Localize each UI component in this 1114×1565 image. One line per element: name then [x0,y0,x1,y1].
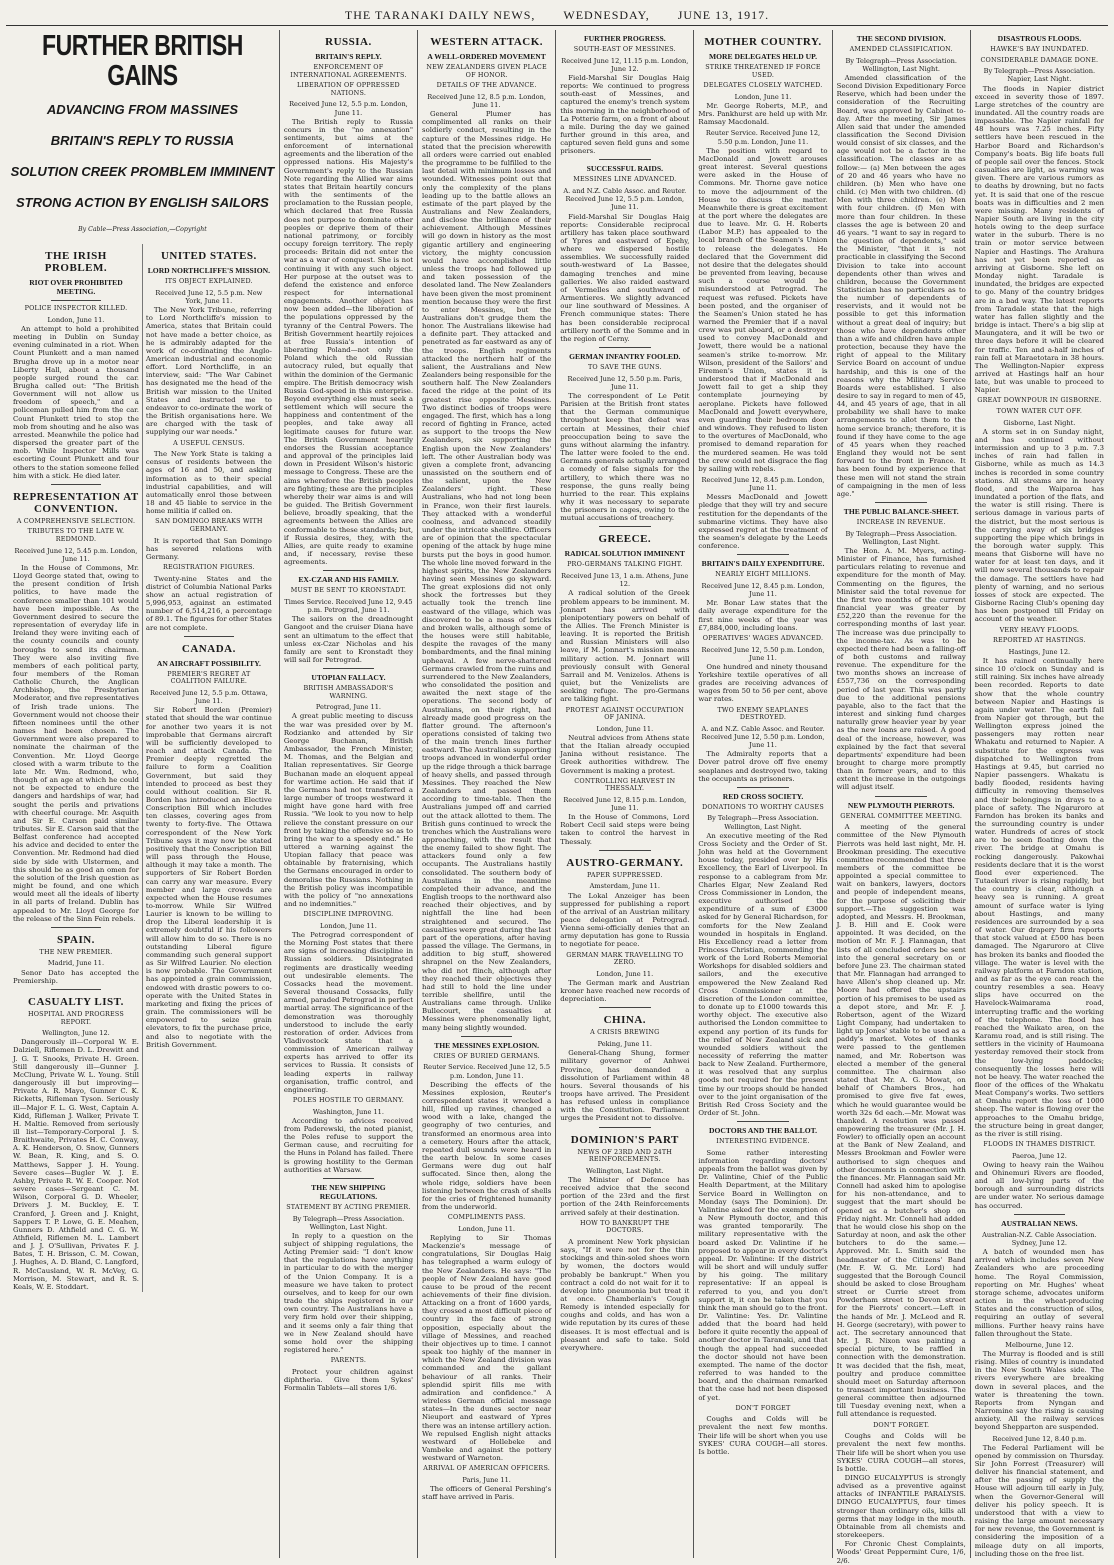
parents-body: Protect your children against diphtheria. Give them Sykes' Formalin Tablets—all stores 1/6. [283,1367,414,1393]
china-title: CHINA. [603,1014,647,1027]
thames-body: Owing to heavy rain the Waihou and Ohinemuri Rivers are flooded, and all low-lying parts of the borough and surrounding districts are under water. No serious damage has occurred. [974,1160,1104,1210]
hastings-sub: VERY HEAVY FLOODS. [999,625,1080,634]
greece-dateline: Received June 13, 1 a.m. Athens, June 12. [561,572,689,589]
united-sub4: SAN DOMINGO BREAKS WITH GERMANY. [155,517,263,533]
excza-title: EX-CZAR AND HIS FAMILY. [298,575,399,585]
doctorsballot-title: DOCTORS AND THE BALLOT. [708,1126,818,1136]
austro-dateline: Amsterdam, June 11. [589,882,660,891]
operatives-dateline: Received June 12, 5.50 p.m. London, June 11. [701,645,825,662]
utopian-body: A great public meeting to discuss the war was presided over by M. Rodzianko and attended by Sir George Buchanan, British Ambassador, the French Minister, M. Thomas, and the Belgian and Italian representatives. Sir George Buchanan made an eloquent appeal for wartime action. He said that if the Germans had not transferred a large number of troops westward it might have gone hard with free Russia. "We look to you now to help relieve the constant pressure on our front by taking the offensive so as to bring the war to a speedy end." He uttered a warning against the Utopian fallacy that peace was obtainable by fraternising, which the Germans encouraged in order to demoralise the Russians. Nothing in the British policy was incompatible with the policy of "no annexations and no indemnities." [283,712,414,909]
spain-body: Senor Dato has accepted the Premiership. [13,968,139,985]
balance-title: THE PUBLIC BALANCE-SHEET. [843,507,959,517]
dominion-dateline: Wellington, Last Night. [586,1166,664,1175]
progress-sub: SOUTH-EAST OF MESSINES. [573,45,676,53]
poles-body: According to advices received from Paderewski, the noted pianist, the Poles refuse to support the German cause, and recruiting for the Huns in Poland has failed. There is growing hostility to the German authorities at Warsaw. [283,1116,414,1174]
second-body: Amended classification of the Second Division Expeditionary Force Reserve, which had been under the consideration of the Recruiting Board, was approved by Cabinet to-day. After the meeting, Sir James Allen said that under the amended classification the Second Division would consist of six classes, and the age would not be a factor in the classification. The classes are as follow:— (a) Men between the ages of 20 and 46 years who have no children. (b) Men who have one child. (c) Men with two children. (d) Men with three children. (e) Men with four children. (f) Men with more than four children. In these classes the age is between 20 and 46 years. "I want to say in regard to the question of dependents," said the Minister, "that it is not practicable in classifying the Second Division to take into account dependents other than wives and children, because the Government Statistician has no particulars as to the number of dependents of reservists, and it would not be possible to get this information without a great deal of inquiry; but those who have dependents other than a wife and children have ample protection, because they have the right of appeal to the Military Service Board on account of undue hardship, and this is one of the reasons why the Military Service Boards were established. I also desire to say in regard to men of 45, 44, and 45 years of age, that in all probability we shall have to make arrangements to allot them to the home service branch; therefore, it is found if they have come to the age of 45 years when they reached England they would not be sent forward to the front in France. It has been found by experience that these men will not stand the strain of campaigning in the men of less age." [836,73,966,498]
floods-dateline2: Gisborne, Last Night. [1003,418,1076,427]
mother-body3: Messrs MacDonald and Jowett pledge that they will try and secure restitution for the dependants of the submarine victims. They have also expressed regret at the treatment of the seamen's delegate by the Leeds conference. [698,493,828,551]
united-body4: Twenty-nine States and the district of Columbia National Parks show an actual registration of 5,996,953, against an estimated number of 6,514,216, a percentage of 89.1. The figures for other States are not complete. [145,574,272,632]
pierrots-ad: Coughs and Colds will be prevalent the next few months. Their life will be short when you use SYKES' CURA COUGH—all stores, Is bottle. [836,1432,966,1473]
operatives-sub: OPERATIVES' WAGES ADVANCED. [702,633,824,642]
china-sub: A CRISIS BREWING [590,1028,660,1037]
australian-body: A batch of wounded men has arrived which includes seven New Zealanders who are proceeding home. The Royal Commission, reporting on Mr. Hughes' wheat storage scheme, advocates uniform action in the wheat-producing States and the construction of silos, requiring an outlay of several millions. Further heavy rains have fallen throughout the State. [974,1248,1104,1338]
expenditure-sub: NEARLY EIGHT MILLIONS. [715,570,811,579]
floods-sub3: GREAT DOWNPOUR IN GISBORNE. [977,396,1102,405]
fooled-body: The correspondent of Le Petit Parisien at the British front states that the German communique throughout keep that defeat was certain at Messines, their chief preoccupation being to save the guns without alarming the infantry. The latter were fooled to the end. Germans generals actually arranged a comedy of false signals for the artillery, to which there was no response, the guns really being hurried to the rear. This explains why it was necessary to separate the prisoners in cages, owing to the mutual accusations of treachery. [560,391,690,523]
australian-dateline: Australian-N.Z. Cable Association. Sydney, June 12. [982,1230,1097,1247]
seaplanes-sub: TWO ENEMY SEAPLANES DESTROYED. [717,705,809,722]
thames-sub: FLOODS IN THAMES DISTRICT. [983,1140,1096,1149]
australian-body3: The Federal Parliament will be opened by commission on Thursday. Sir John Forrest (Treasurer) will deliver his financial statement, and after the passing of supply the House will adjourn till early in July, when the Governor-General will deliver his policy speech. It is understood that with a view to raising the large amount necessary for new revenue, the Government is considering the imposition of a mileage duty on all imports, including those on the free list. [974,1443,1104,1558]
united-sub5: REGISTRATION FIGURES. [162,563,255,572]
column-russia [280,30,418,1558]
fooled-dateline: Received June 12, 5.50 p.m. Paris, June 11. [567,374,683,391]
explosion-sub: CRIES OF BURIED GERMANS. [433,1051,540,1060]
western-dateline: Received June 12, 8.5 p.m. London, June 11. [427,92,546,109]
austro-body2: The German mark and Austrian kroner have reached new records of depreciation. [560,978,690,1004]
floods-body2: A storm set in on Sunday night, and has continued without intermission and up to 3 p.m. 7.3 inches of rain had fallen in Gisborne, while as much as 14.3 inches is recorded in some country stations. All streams are in heavy flood, and the Waiparoa has inundated a portion of the flats, and the water is still rising. There is serious damage in various parts of the district, but the most serious is the carrying away of six bridges supporting the pipe which brings in the borough water supply. This means that Gisborne will have no water for at least ten days, and it will now several thousands to repair the damage. The settlers have had plenty of warning, and no serious losses of stock are expected. The Gisborne Racing Club's opening day has been postponed till Friday on account of the weather. [974,427,1104,624]
expenditure-title: BRITAIN'S DAILY EXPENDITURE. [701,559,825,569]
doctorsballot-sub: INTERESTING EVIDENCE. [716,1137,810,1146]
representation-sub: A COMPREHENSIVE SELECTION. [16,516,136,525]
australian-title: AUSTRALIAN NEWS. [1001,1218,1078,1228]
american-sub: ARRIVAL OF AMERICAN OFFICERS. [423,1464,551,1473]
australian-dateline3: Received June 12, 8.40 p.m. [992,1434,1087,1443]
greece-sub4: CONTROLLING HARVEST IN THESSALY. [574,776,676,793]
utopian-sub: BRITISH AMBASSADOR'S WARNING. [303,684,394,700]
canada-body: Sir Robert Borden (Premier) stated that should the war continue for another two years it is not improbable that Germans aircraft will be sufficiently developed to reach and attack Canada. The Premier deeply regretted the failure to form a Coalition Government, but said they intended to proceed as best they could without coalition. Sir R. Borden has introduced an Elective Conscription Bill which includes ten classes, covering ages from twenty to forty-five. The Ottawa correspondent of the New York Tribune says it may now be stated positively that the Conscription Bill will pass through the House, although it may take a month. The supporters of Sir Robert Borden can carry any war measure. Every member and large crowds are expected when the House resumes to-morrow. While Sir Wilfred Laurier is known to be willing to drop the Liberal leadership it is extremely doubtful if his followers will allow him to do so. There is no outstanding Liberal figure commanding such general support as Sir Wilfred Laurier. No election is now probable. The Government has appointed a grain commission, endowed with drastic powers to co-operate with the United States in marketing and fixing the prices of grain. The commissioners will be empowered to seize grain elevators, to fix the purchase price, and also to negotiate with the British Government. [145,706,272,1049]
united-sub: LORD NORTHCLIFFE'S MISSION. [147,266,271,276]
greece-dateline2: London, June 11. [596,724,654,733]
headline-britain-reply: BRITAIN'S REPLY TO RUSSIA [50,133,235,148]
american-body: The officers of General Pershing's staff have arrived in Paris. [422,1485,552,1502]
spain-dateline: Madrid, June 11. [47,959,105,968]
mother-dateline: London, June 11. [734,92,792,101]
mother-body: Mr. George Roberts, M.P., and Mrs. Pankhurst are held up with Mr. Ramsay Macdonald. [698,101,828,127]
china-body: General-Chang Shung, former military governor of Anhwei Province, has demanded a dissolution of Parliament within 48 hours. Several thousands of his troops have arrived. The President has refused unless in compliance with the Constitution. Parliament urges the President not to dissolve. [560,1049,690,1123]
compliments-dateline: London, June 11. [458,1224,516,1233]
casualty-body: Dangerously ill—Corporal W. E. Dalziell, Riflemen D. L. Drewitt and J. G. T. Snooks, Private H. Green. Still dangerously ill—Gunner J. McClung, Private W. L. Young. Still dangerously ill but improving—Private A. R. Mayo, Gunner C. K. Ricketts, Rifleman Tyson. Seriously ill—Major F. L. G. West, Captain A. Kidd, Rifleman J. Walker, Private T. H. Maltie. Removed from seriously ill list—Temporary-Corporal J. S. Braithwaite, Privates H. C. Conway, A. K. Henderson, O. Snow, Gunners W. Bean, R. King, and S. O. Matthews, Sapper J. H. Young. Severe cases—Bugler W. J. E. Ashby, Private R. W. E. Cooper. Not severe cases—Sergeant C. M. Wilson, Corporal G. D. Wheeler, Drivers J. M. Buckley, E. T. Cranford, J. Green and J. Knight, Sappers T. P. Lowe, G. E. Meahen, Gunners D. Athfield and C. G. W. Athfield, Riflemen M. L. Lambert and J. J. O'Sullivan, Privates F. J. Bates, T. H. Brisson, C. M. Cowan, J. Hughes, A. D. Bland, C. Langford, R. McCausland, W. R. McVey, G. Morrison, M. Stewart, and R. S. Keals, W. E. Stoddart. [13,1038,139,1291]
canada-sub2: PREMIER'S REGRET AT COALITION FAILURE. [167,669,251,686]
headline-english-sailors: STRONG ACTION BY ENGLISH SAILORS [16,195,269,210]
doctorsballot-body: Some rather interesting information regarding doctors' appeals from the ballot was given by Dr. Valintine, Chief of the Public Health Department, at the Military Service Board in Wellington on Monday (says The Dominion). Dr. Valintine asked for the exemption of a New Plymouth doctor, and this was granted temporarily. The military representative with the board asked Dr. Valintine if he proposed to appear in every doctor's appeal. Dr. Valintine: If the district will be short and will unduly suffer by his going. The military representative: If an appeal is referred to you, and you don't support it, it can be taken that you think the man should go to the front. Dr. Valintine: Yes. Dr. Valintine added that the board had held before it quite recently the appeal of another doctor in Taranaki, and that though the appeal had succeeded the doctor should not have been exempted. The name of the doctor referred to was handed to the board, and the chairman remarked that the case had not been disposed of yet. [698,1148,828,1402]
australian-dateline2: Melbourne, June 12. [1005,1340,1074,1349]
western-sub2: NEW ZEALANDERS GIVEN PLACE OF HONOR. [426,63,547,79]
expenditure-body: Mr. Bonar Law states that the daily average expenditure for the first nine weeks of the year was £7,884,000, including loans. [698,599,828,632]
greece-body: A radical solution of the Greek problem appears to be imminent. M. Jonnart has arrived with plenipotentiary powers on behalf of the Allies. The French Minister is leaving. It is reported the British and Russian Ministers will also leave, if M. Jonnart's mission means military action. M. Jonnart will previously consult with General Sarrail and M. Venizelos. Athens is quiet, but the Venizelists are seeking refuge. The pro-Germans are talking fight. [560,589,690,704]
redcross-sub: DONATIONS TO WORTHY CAUSES [702,802,824,811]
western-title: WESTERN ATTACK. [430,36,544,48]
united-sub2: ITS OBJECT EXPLAINED. [164,277,253,286]
explosion-body: Describing the effects of the Messines explosion, Reuter's correspondent states it wrecked a hill, filled up ravines, changed a wood with a lake, changed the geography of two centuries, and transformed an enormous area into a cemetery. Hours after the attack, repeated dull sounds were heard in the earth below. In some cases Germans were dug out half suffocated. Since then, along the whole ridge, soldiers have been listening between the crash of shells for the cries of frightened humanity from the underworld. [422,1080,552,1211]
irish-title: THE IRISH PROBLEM. [44,250,108,275]
poles-dateline: Washington, June 11. [312,1107,384,1116]
australian-body2: The Murray is flooded and is still rising. Miles of country is inundated in the New South Wales side. The rivers everywhere are breaking down in several places, and the water is threatening the town. Reports from Nyngan and Narromine say the rising is causing anxiety. All the railway services beyond Shepparton are suspended. [974,1349,1104,1432]
spain-sub: THE NEW PREMIER. [39,947,113,956]
doctorsballot-ad: Coughs and Colds will be prevalent the next few months. Their life will be short when you use SYKES' CURA COUGH—all stores. Is bottle. [698,1415,828,1456]
irish-sub2: POLICE INSPECTOR KILLED. [24,304,128,313]
irish-sub: RIOT OVER PROHIBITED MEETING. [29,278,123,297]
shipping-dateline: By Telegraph—Press Association. Wellington, Last Night. [292,1214,405,1231]
united-title: UNITED STATES. [160,250,257,263]
american-dateline: Paris, June 11. [462,1475,511,1484]
excza-sub: MUST BE SENT TO KRONSTADT. [290,586,407,595]
russia-title: RUSSIA. [325,36,372,48]
greece-body2: Neutral advices from Athens state that the Italian already occupied Janina without resistance. The Greek authorities withdrew. The Government is making a protest. [560,733,690,775]
united-body: The New York Tribune, referring to Lord Northcliffe's mission to America, states that Britain could not have made a better choice, as he is admirably adapted for the work of co-ordinating the Anglo-American industrial and economic effort. Lord Northcliffe, in an interview, said: "The War Cabinet has designated me the head of the British war mission to the United States and instructed me to endeavor to co-ordinate the work of the British organisations here. We are charged with the task of supplying our war needs." [145,306,272,437]
raids-sub: MESSINES LINE ADVANCED. [573,175,677,184]
austro-dateline2: London, June 11. [596,969,654,978]
expenditure-dateline: Received June 12, 8.45 p.m. London, June 11. [701,581,825,599]
doctorsballot-ad-title: DON'T FORGET [735,1403,791,1412]
column-floods [971,30,1108,1558]
masthead [6,4,1108,26]
headline-greek-problem: SOLUTION CREEK PROMBLEM IMMINENT [10,164,275,179]
dominion-sub: NEWS OF 23RD AND 24TH REINFORCEMENTS. [577,1147,673,1164]
explosion-dateline: Reuter Service. Received June 12, 5.5 p.m. London, June 11. [423,1063,551,1080]
column-lead [6,30,280,1558]
raids-title: SUCCESSFUL RAIDS. [586,164,663,174]
spain-title: SPAIN. [56,933,95,946]
second-title: THE SECOND DIVISION. [856,34,946,43]
shipping-body: In reply to a question on the subject of shipping regulations, the Acting Premier said: "I don't know that the regulations have anything in particular to do with the merger of the Union Company. It is a measure we have taken to protect ourselves, and to keep for our own trade the ships registered in our own country. The Australians have a very firm hold over their shipping, and it seems only a fair thing that we in New Zealand should have some hold over the shipping registered here." [283,1231,414,1355]
balance-sub: INCREASE IN REVENUE. [856,518,946,527]
dominion-body: The Minister of Defence has received advice that the second portion of the 23rd and the first portion of the 24th Reinforcements arrived safely at their destination. [560,1175,690,1217]
canada-sub: AN AIRCRAFT POSSIBILITY. [156,658,261,668]
column-western [418,30,556,1558]
representation-sub2: TRIBUTES TO THE LATE W. REDMOND. [27,527,125,544]
pierrots-ad2: DINGO EUCALYPTUS is strongly advised as a preventive against attacks of INFANTILE PARALYSIS. DINGO EUCALYPTUS, four times stronger than ordinary oils, kills all germs that may lodge in the mouth. Obtainable from all chemists and storekeepers. [836,1474,966,1540]
progress-body: Field-Marshal Sir Douglas Haig reports: We continued to progress south-east of Messines, and captured the enemy's trench system this morning in the neighborhood of La Potterie farm, on a front of about a mile. During the day we gained further ground in this area, and captured seven field guns and some prisoners. [560,73,690,156]
floods-sub2: CONSIDERABLE DAMAGE DONE. [980,55,1099,64]
mother-sub2: STRIKE THREATENED IF FORCE USED. [705,63,821,79]
explosion-title: THE MESSINES EXPLOSION. [434,1040,540,1050]
austro-sub2: GERMAN MARK TRAVELLING TO ZERO. [566,950,684,967]
masthead-paper: THE TARANAKI DAILY NEWS, [344,8,536,22]
progress-title: FURTHER PROGRESS. [584,34,666,43]
pierrots-sub: GENERAL COMMITTEE MEETING. [840,811,963,820]
casualty-title: CASUALTY LIST. [28,995,124,1008]
hastings-body: It has rained continually here since 10 o'clock on Sunday and is still raining. Six inches have already been recorded. Reports to date show that the whole country between Napier and Hastings is again under water. The earth fall from Napier got through, but the Wellington express joined the passengers may rotten near Whakatu and returned to Napier. A substitute for the express was dispatched to Wellington from Hastings at 9.45, but carried no Napier passengers. Whakatu is badly flooded, residents having difficulty in removing themselves and their belongings in drays to a place of safety. The Ngaruroro at Farndon has broken its banks and the surrounding country is under water. Hundreds of acres of stock are to be seen floating down the river. The bridge at Omahu is rocking dangerously. Pakowhai residents declare that it is the worst flood ever experienced. The Tutaekuri river is rising rapidly, but the country is clear, although a heavy sea is running. A great amount of surface water is lying about Hastings, and many residences are surrounded by a sea of water. Our drapery firm reports that stock valued at £500 has been damaged. The Ngaruroro at Clive has broken its banks and flooded the village. The water is level with the railway platform at Farndon station, and as far as the eye can reach the country resembles a sea. Heavy slips have occurred on the Havelock-Waimarama road, interrupting traffic and the working of the telephone. The flood has reached the Waikato area, on the Karamu road, and is still rising. The settlers in the vicinity of Haumoana yesterday removed their stock from the low-lying paddocks; consequently the losses here will not be heavy. The water reached the floor of the offices of the Whakatu Meat Company's works. Two settlers at Omahu report the loss of 1000 sheep. The water is flowing over the approaches to the Omahu bridge, the structure being in great danger, as the river is still rising. [974,656,1104,1138]
floods-sub: HAWKE'S BAY INUNDATED. [990,45,1089,53]
raids-dateline: A. and N.Z. Cable Assoc. and Reuter. Received June 12, 5.5 p.m. London, June 11. [563,187,687,212]
shipping-sub: STATEMENT BY ACTING PREMIER. [286,1202,411,1211]
floods-sub4: TOWN WATER CUT OFF. [996,407,1083,416]
seaplanes-body: The Admiralty reports that a Dover patrol drove off five enemy seaplanes and destroyed two, taking the occupants as prisoners. [698,750,828,783]
representation-title: REPRESENTATION AT CONVENTION. [13,490,139,515]
column-progress [556,30,694,1558]
greece-title: GREECE. [598,533,652,546]
canada-dateline: Received June 12, 5.5 p.m. Ottawa, June 11. [149,688,268,706]
dominion-title: DOMINION'S PART [570,1133,679,1146]
representation-body: In the House of Commons, Mr. Lloyd George stated that, owing to the present condition of Irish politics, to have made the conference smaller than 101 would have been impossible. As the Government desired to secure the representation of everyday life in Ireland they were inviting each of the county councils and county boroughs to send its chairman. They were also inviting five members of each political party, four members of the Roman Catholic Church, the Anglican Archbishop, the Presbyterian Moderator, and five representatives of Irish trade unions. The Government would not choose their fifteen nominees until the other names had been chosen. The Government were also prepared to nominate the chairman of the Convention. Mr. Lloyd George closed with a warm tribute to the late Mr. Wm. Redmond, who, though of an age at which he could not be expected to endure the dangers and hardships of war, had sought the perils and privations with cheerful courage. Mr. Asquith and Sir E. Carson paid similar tributes. Sir E. Carson said that the Belfast conference had accepted his advice and decided to enter the Convention. Mr. Redmond had died side by side with Ulstermen, and this should be as good an omen for the solution of the Irish question as might be found, and one which would meet all the ideals of liberty in all parts of Ireland. Dublin has appealed to Mr. Lloyd George for the release of the Sinn Fein rebels. [13,563,139,923]
united-dateline: Received June 12, 5.5 p.m. New York, June 11. [155,288,263,305]
western-body: General Plumer has complimented all ranks on their soldierly conduct, resulting in the capture of the Messines ridge. He stated that the precision wherewith all orders were carried out enabled the programme to be fulfilled to the last detail with minimum losses and wounded. Witnesses point out that only the complexity of the plans leading up to the battle allows an estimate of the part played by the Australians and New Zealanders, and disclose the brilliance of their achievement. Although Messines will go down in history as the most gigantic artillery and engineering victory, the mighty concussion would have accomplished little unless the troops had followed up and taken possession of the desolated land. The New Zealanders have been given the most prominent mention because they were the first to enter Messines, but the Australians don't grudge them the honor. The Australians likewise had a definite part. They attacked and penetrated as far eastward as any of the troops. English regiments attacked the northern half of the salient, the Australians and New Zealanders being responsible for the southern half. The New Zealanders faced the ridge at the point of its greatest rise opposite Messines. Two distinct bodies of troops were engaged. The first, which has a long record of fighting in France, acted as support to the troops the New Zealanders, six supporting the English upon the New Zealanders' left. The other Australian body was given a complete front, advancing unassisted on the southern end of the salient, upon the New Zealanders' right. These Australians, who had not long been in France, won their first laurels. They attacked with a wonderful coolness, and advanced steadily under the intricate shellfire. Officers are of opinion that the spectacular opening of the attack by huge mine bursts put the boys in good humor. The whole line moved forward in the highest spirits, the New Zealanders having seen Messines go skyward. The great explosions did not only shock the fortresses but they actually took the trench line eastward of the village, which was discovered to be a mass of bricks and broken walls, although some of the houses were still habitable, despite the ravages of the many bombardments, and the final mining upheaval. A few nerve-shattered Germans crawled from the ruins and surrendered to the New Zealanders, who consolidated the position and awaited the next stage of the operations. The second body of Australians, on their right, had already made good progress on the flatter ground. The afternoon's operations consisted of taking two of the main trench lines further eastward. The Australian supporting troops advanced in wonderful order up the ridge through a thick barrage of heavy shells, and passed through Messines. They reached the New Zealanders and passed them according to time-table. Then the Australians jumped off and carried out the attack allotted to them. The British guns continued to wreck the trenches which the Australians were approaching, with the result that the enemy failed to show fight. The attackers found only a few occupants. The Australians hastily consolidated. The southern body of Australians in the meantime completed their advance, and the English troops to the northward also reached their objectives, and by nightfall the line had been straightened and secured. The casualties were great during the last part of the operations, after having passed the village. The Germans, in addition to big stuff, showered shrapnel on the New Zealanders, who did not flinch, although after they reached their objectives they had still to hold the line under terrible shellfire, until the Australians came through. Unlike Bullecourt, the casualties at Messines were phenomenally light, many being slightly wounded. [422,110,552,1032]
compliments-body: Replying to Sir Thomas Mackenzie's message of congratulations, Sir Douglas Haig has telegraphed a warm eulogy of the New Zealanders. He says: "The people of New Zealand have good cause to be proud of the recent achievements of their fine division. Attacking on a front of 1600 yards, they crossed a most difficult piece of country in the face of strong opposition, especially about the village of Messines, and reached their objectives up to time. I cannot speak too highly of the manner in which the New Zealand division was commanded and the gallant behaviour of all ranks. Their splendid spirit fills me with admiration and confidence." A wireless German official message states—In the dunes sector near Nieuport and eastward of Ypres there was an intense artillery action. We repulsed English night attacks westward of Hollebeke and Vambeke and against the pottery westward of Warneton. [422,1233,552,1463]
austro-title: AUSTRO-GERMANY. [566,856,684,869]
discipline-dateline: London, June 11. [320,921,377,930]
russia-body: The British reply to Russia concurs in the "no annexation" sentiments, but aims at the enforcement of international agreements and the liberation of the oppressed nations. His Majesty's Government's reply to the Russian Note regarding the Allied war aims states that Britain heartily concurs with the sentiments of the proclamation to the Russian people, which declared that free Russia does not purpose to dominate other peoples or deprive them of their national patrimony, or forcibly occupy foreign territory. The reply proceeds: Britain did not enter the war as a war of conquest. She is not continuing it with any such object. Her purpose at the outset was to defend the existence and enforce respect for international engagements. Another object has now been added—the liberation of the populations oppressed by the tyranny of the Central Powers. The British Government heartily rejoices at free Russia's intention of liberating Poland—not only the Poland which the old Russian autocracy ruled, but equally that within the dominion of the Germanic empire. The British democracy wish Russia God-speed in this enterprise. Beyond everything else must seek a settlement which will secure the happiness and contentment of the peoples, and take away all legitimate causes for future war. The British Government heartily endorses the Russian acceptance and approval of the principles laid down in President Wilson's historic message to Congress. These are the aims wherefore the British peoples are fighting; these are the principles whereby their war aims is and will be guided. The British Government believe, broadly speaking, that the agreements between the Allies are conformable to these standards; but, if Russia desires, they, with the Allies, are quite ready to examine and, if necessary, revise these agreements. [283,117,414,567]
compliments-sub: COMPLIMENTS PASS. [447,1213,526,1222]
pierrots-title: NEW PLYMOUTH PIERROTS. [847,800,955,810]
thames-dateline: Paeroa, June 12. [1011,1151,1067,1160]
excza-body: The sailors on the dreadnought Gangoot and the cruiser Diana have sent an ultimatum to the effect that unless ex-Czar Nicholas and his family are sent to Kronstadt they will sail for Petrograd. [283,615,414,664]
mother-sub3: DELEGATES CLOSELY WATCHED. [703,81,823,90]
cable-credit: By Cable—Press Association,—Copyright [78,226,207,233]
russia-sub3: LIBERATION OF OPPRESSED NATIONS. [296,81,400,97]
floods-body: The floods in Napier district exceed in severity those of 1897. Large stretches of the country are inundated. All the country roads are impassable. The Napier rainfall for 48 hours was 7.25 inches. Fifty settlers have been rescued in the Harbor Board and Richardson's Company's boats. Big life boats full of people sail over the fences. Stock casualties are light, as warning was given. There are various rumors as to deaths by drowning, but no facts yet. It is said that one of the rescue boats was in difficulties and 2 men were missing. Many residents of Napier South are living in the city hotels owing to the deep surface water in the suburb. There is no train or motor service between Napier and Hastings. The Arahura has not yet been reported as arriving at Gisborne. She left on Monday night. Taradale is inundated, the bridges are expected to go. Many of the country bridges are in a bad way. The latest reports from Taradale state that the high water has fallen slightly and the bridge is intact. There's a big slip at Maungatera, and it will be two or three days before it will be cleared for traffic. Ten and a-half inches of rain fell at Maraetotara in 38 hours. The Wellington-Napier express arrived at Hastings half an hour late, but was unable to proceed to Napier. [974,84,1104,395]
greece-body3: In the House of Commons, Lord Robert Cecil said steps were being taken to control the harvest in Thessaly. [560,813,690,846]
second-sub: AMENDED CLASSIFICATION. [849,45,953,53]
column-second-division [833,30,971,1565]
redcross-dateline: By Telegraph—Press Association. Wellington, Last Night. [707,814,819,831]
shipping-title: THE NEW SHIPPING REGULATIONS. [311,1182,386,1201]
parents-sub: PARENTS. [330,1356,367,1365]
masthead-day: WEDNESDAY, [563,8,650,22]
second-dateline: By Telegraph—Press Association. Wellington, Last Night. [845,56,957,73]
poles-sub: POLES HOSTILE TO GERMANY. [292,1096,404,1105]
pierrots-body: A meeting of the general committee of the New Plymouth Pierrots was held last night, Mr. H. Brookman presiding. The executive committee recommended that three members of the committee be appointed a special committee to wait on bankers, lawyers, doctors and people of independent means, for the purpose of soliciting their support.—The suggestion was adopted, and Messrs. H. Brookman, J. B. Hill and E. Cook were appointed. It was decided, on the motion of Mr. F. J. Flannagan, that lists of all concluded orders be sent into the general secretary on or before June 23. The chairman stated that Mr. Flannagan had arranged to have Allen's shop cleaned up. Mr. Moore had offered the upstairs portion of his premises to be used as a depot store, and Mr. F. J. Robertson, agent of the Wizard Light Company, had undertaken to light up Jones' stable to be used as a paddy's market. Votes of thanks were passed to the gentlemen named, and Mr. Robertson was elected a member of the general committee. The chairman also stated that Mr. A. G. Mowat, on behalf of Chambers Bros., had promised to give five fat ewes, which he would guarantee would be worth 32s 6d each.—Mr. Mowat was thanked. A resolution was passed empowering the treasurer (Mr. J. H. Fowler) to officially open an account at the Bank of New Zealand, and Messrs Brookman and Fowler were authorised to sign cheques and other documents in connection with the finances. Mr. Flannagan said Mr. Connell had asked him to apologise for his non-attendance, and to suggest that the mart should be opened as a butcher's shop on Friday night. Mr. Connell had added that he would close his shop on the Saturday at noon, and ask the other butchers to do the same.—Approved. Mr. L. Smith said the headmaster of the Citizens' Band (Mr. F. W. G. Mr. Lord) had suggested that the Borough Council should be asked to close Brougham street or Currie street from Powderham street to Devon street for the Pierrots' concert.—Left in the hands of Mr. J. McLeod and R. H. George (secretary), with power to act. The secretary announced that Mr. J. R. Nixon was painting a special picture, to be raffled in connection with the demonstration. It was decided that the fish, meat, poultry and produce committee should meet on Saturday afternoon to transact important business. The general committee then adjourned till Tuesday evening next, when a full attendance is requested. [836,823,966,1419]
western-sub3: DETAILS OF THE ADVANCE. [436,81,537,90]
mother-title: MOTHER COUNTRY. [704,36,822,48]
balance-body: The Hon. A. M. Myers, acting-Minister of Finance, has furnished particulars relating to revenue and expenditure for the month of May. Commenting on the figures, the Minister said the total revenue for the first two months of the current financial year was greater by £52,220 than the revenue for the corresponding months of last year. The increase was due principally to the income-tax. As was to be expected there had been a falling-off of both customs and railway revenue. The expenditure for the two months shows an increase of £557,736 on the corresponding period of last year. This was partly due to the additional pensions payable, also to the fact that the interest and sinking fund charges naturally grew heavier year by year as the new loans are raised. A good deal of the increase, however, was explained by the fact that several departments' expenditure had been brought to charge more promptly than in former years, and to this extent the increase in the outgoings will adjust itself. [836,546,966,792]
floods-dateline: By Telegraph—Press Association. Napier, Last Night. [983,67,1096,84]
mother-dateline3: Received June 12, 8.45 p.m. London, June 11. [701,475,825,493]
casualty-sub: HOSPITAL AND PROGRESS REPORT. [27,1009,124,1026]
column-mother-country [694,30,832,1558]
balance-dateline: By Telegraph—Press Association. Wellington, Last Night. [845,529,957,546]
discipline-sub: DISCIPLINE IMPROVING. [303,910,394,919]
mother-sub: MORE DELEGATES HELD UP. [708,52,818,61]
excza-dateline: Times Service. Received June 12, 9.45 p.m. Petrograd, June 11. [284,597,413,615]
masthead-date: JUNE 13, 1917. [677,8,770,22]
austro-sub: PAPER SUPPRESSED. [587,870,663,879]
greece-dateline3: Received June 12, 8.15 p.m. London, June 11. [563,795,687,812]
headline-main: FURTHER BRITISH GAINS [42,28,243,92]
seaplanes-dateline: A. and N.Z. Cable Assoc. and Reuter. Received June 12, 5.50 p.m. London, June 11. [701,724,825,750]
operatives-body: One hundred and ninety thousand Yorkshire textile operatives of all grades are receiving advances of wages from 50 to 56 per cent, above war rates. [698,662,828,704]
utopian-title: UTOPIAN FALLACY. [311,673,386,683]
casualty-dateline: Wellington, June 12. [42,1029,110,1038]
irish-dateline: London, June 11. [47,315,105,324]
western-sub: A WELL-ORDERED MOVEMENT [427,52,546,61]
headline-massines: ADVANCING FROM MASSINES [46,102,238,117]
united-body2: The New York State is taking a census of residents between the ages of 16 and 50, and asking information as to their special industrial capabilities, and will automatically enrol those between 18 and 45 liable to service in the home militia if called on. [145,450,272,516]
raids-body: Field-Marshal Sir Douglas Haig reports: Considerable reciprocal artillery has taken place southward of Ypres and eastward of Epehy, where we dispersed hostile assemblies. We successfully raided south-westward of La Bassee, damaging trenches and mine galleries. We also raided eastward of Vermelles and southward of Armentieres. We slightly advanced our line southward of Messines. A French communique states: There has been considerable reciprocal artillery north of the Somme and in the region of Cerny. [560,212,690,343]
subcolumn-us-canada [143,244,275,1292]
united-body3: It is reported that San Domingo has severed relations with Germany. [145,536,272,561]
mother-dateline2: Reuter Service. Received June 12, 5.50 p.m. London, June 11. [705,129,821,146]
pierrots-ad-title: DON'T FORGET. [873,1420,930,1429]
fooled-sub: TO SAVE THE GUNS. [587,363,662,372]
austro-body: The Lokal Anzeiger has been suppressed for publishing a report of the arrival of an Austrian military peace delegation at Petrograd. Vienna semi-officially denies that an army deputation has gone to Russia to negotiate for peace. [560,891,690,949]
redcross-body: An executive meeting of the Red Cross Society and the Order of St. John was held at the Government house today, presided over by His Excellency, the Earl of Liverpool. In response to a cablegram from Mr. Charles Elgar, New Zealand Red Cross Commissioner in London, the executive authorised the expenditure of a sum of £3000 asked for by General Richardson, for comforts for the New Zealand wounded in hospitals in England. His Excellency read a letter from Princess Christian, commending the work of the Lord Roberts Memorial Workshops for disabled soldiers and sailors, and the executive empowered the New Zealand Red Cross Commissioner at the discretion of the London committee, to donate up to £1000 towards this worthy object. The executive also authorised the London committee to expend any portion of its funds for the relief of New Zealand sick and wounded soldiers without the necessity of referring the matter back to New Zealand. Furthermore, it was resolved that any surplus goods not required for the present time by our troops should be handed over to the joint organisation of the British Red Cross Society and the Order of St. John. [698,831,828,1118]
representation-dateline: Received June 12, 5.45 p.m. London, June 11. [14,546,138,563]
doctors-ad-sub: HOW TO BANKRUPT THE DOCTORS. [579,1218,670,1235]
floods-title: DISASTROUS FLOODS. [997,34,1082,43]
china-dateline: Peking, June 11. [597,1040,653,1049]
subcolumn-irish [10,244,143,1292]
russia-sub2: ENFORCEMENT OF INTERNATIONAL AGREEMENTS. [290,63,407,79]
russia-dateline: Received June 12, 5.5 p.m. London, June 11. [289,100,408,117]
fooled-title: GERMAN INFANTRY FOOLED. [569,352,681,362]
russia-sub: BRITAIN'S REPLY. [315,52,382,61]
canada-title: CANADA. [181,642,236,655]
hastings-dateline: Hastings, June 12. [1008,647,1071,656]
discipline-body: The Petrograd correspondent of the Morning Post states that there are signs of increasing discipline in Russian soldiers. Disintegrated regiments are drastically weeding out undesirable elements. The Cossacks head the movement. Several thousand Cossacks, fully armed, paraded Petrograd in perfect martial array. The significance of the demonstration was thoroughly understood to include the early restoration of order. Advices from Vladivostock state that a commission of American railway experts has arrived to offer its services to Russia. It consists of leading experts in railway organisation, traffic control, and engineering. [283,930,414,1094]
utopian-dateline: Petrograd, June 11. [315,703,382,712]
greece-sub: RADICAL SOLUTION IMMINENT [564,549,685,559]
doctors-ad-body: A prominent New York physician says, "If it were not for the thin stockings and thin-soled shoes worn by women, the doctors would probably be bankrupt." When you contract a cold do not wait for it to develop into pneumonia but treat it at once. Chamberlain's Cough Remedy is intended especially for coughs and colds, and has won a wide reputation by its cures of these diseases. It is most effectual and is pleasant and safe to take. Sold everywhere. [560,1237,690,1352]
greece-sub2: PRO-GERMANS TALKING FIGHT. [567,560,683,569]
progress-dateline: Received June 12, 11.15 p.m. London, June 12. [561,56,689,73]
hastings-sub2: REPORTED AT HASTINGS. [992,636,1086,645]
united-sub3: A USEFUL CENSUS. [173,438,245,447]
mother-body2: The position with regard to MacDonald and Jowett arouses great interest. Several questions were asked in the House of Commons. Mr. Thorne gave notice to move the adjournment of the House to discuss the matter. Meanwhile there is great excitement at the port where the delegates are due to leave. Mr. G. H. Roberts (Labor M.P.) has appealed to the local branch of the Seamen's Union to release the delegates. He declared that the Government did not desire that the delegates should be prevented from leaving, because such a course would be misunderstood at Petrograd. The request was refused. Pickets have been posted, and the organiser of the Seamen's Union stated he has warned the Premier that if a naval crew was put aboard, or a destroyer used to convey MacDonald and Jowett, there would be a national seamen's strike to-morrow. Mr. Wilson, president of the Sailors' and Firemen's Union, states it is understood that if MacDonald and Jowett fail to get a ship they contemplate journeying by aeroplane. Pickets have followed MacDonald and Jowett everywhere, even guarding their bedroom door and windows. They refused to listen to the overtures of MacDonald, who promised to demand reparation for the murdered seamen. He was told the crew could not disgrace the flag by sailing with rebels. [698,146,828,473]
greece-sub3: PROTEST AGAINST OCCUPATION OF JANINA. [565,705,684,722]
pierrots-ad3: For Chronic Chest Complaints, Woods' Great Peppermint Cure, 1/6, 2/6. [836,1540,966,1565]
irish-body: An attempt to hold a prohibited meeting in Dublin on Sunday evening culminated in a riot. When Count Plunkett and a man named Brugha drove up in a motor near Liberty Hall, about a thousand people surged round the car. Brugha called out: "The British Government will not allow us freedom of speech," and a policeman pulled him from the car. Count Plunkett tried to stop the mob from shouting and he also was arrested. Meanwhile the police had dispersed the greater part of the mob. While Inspector Mills was escorting Count Plunkett and four others to the station someone felled him with a stick. He died later. [13,324,139,480]
redcross-title: RED CROSS SOCIETY. [722,791,804,801]
